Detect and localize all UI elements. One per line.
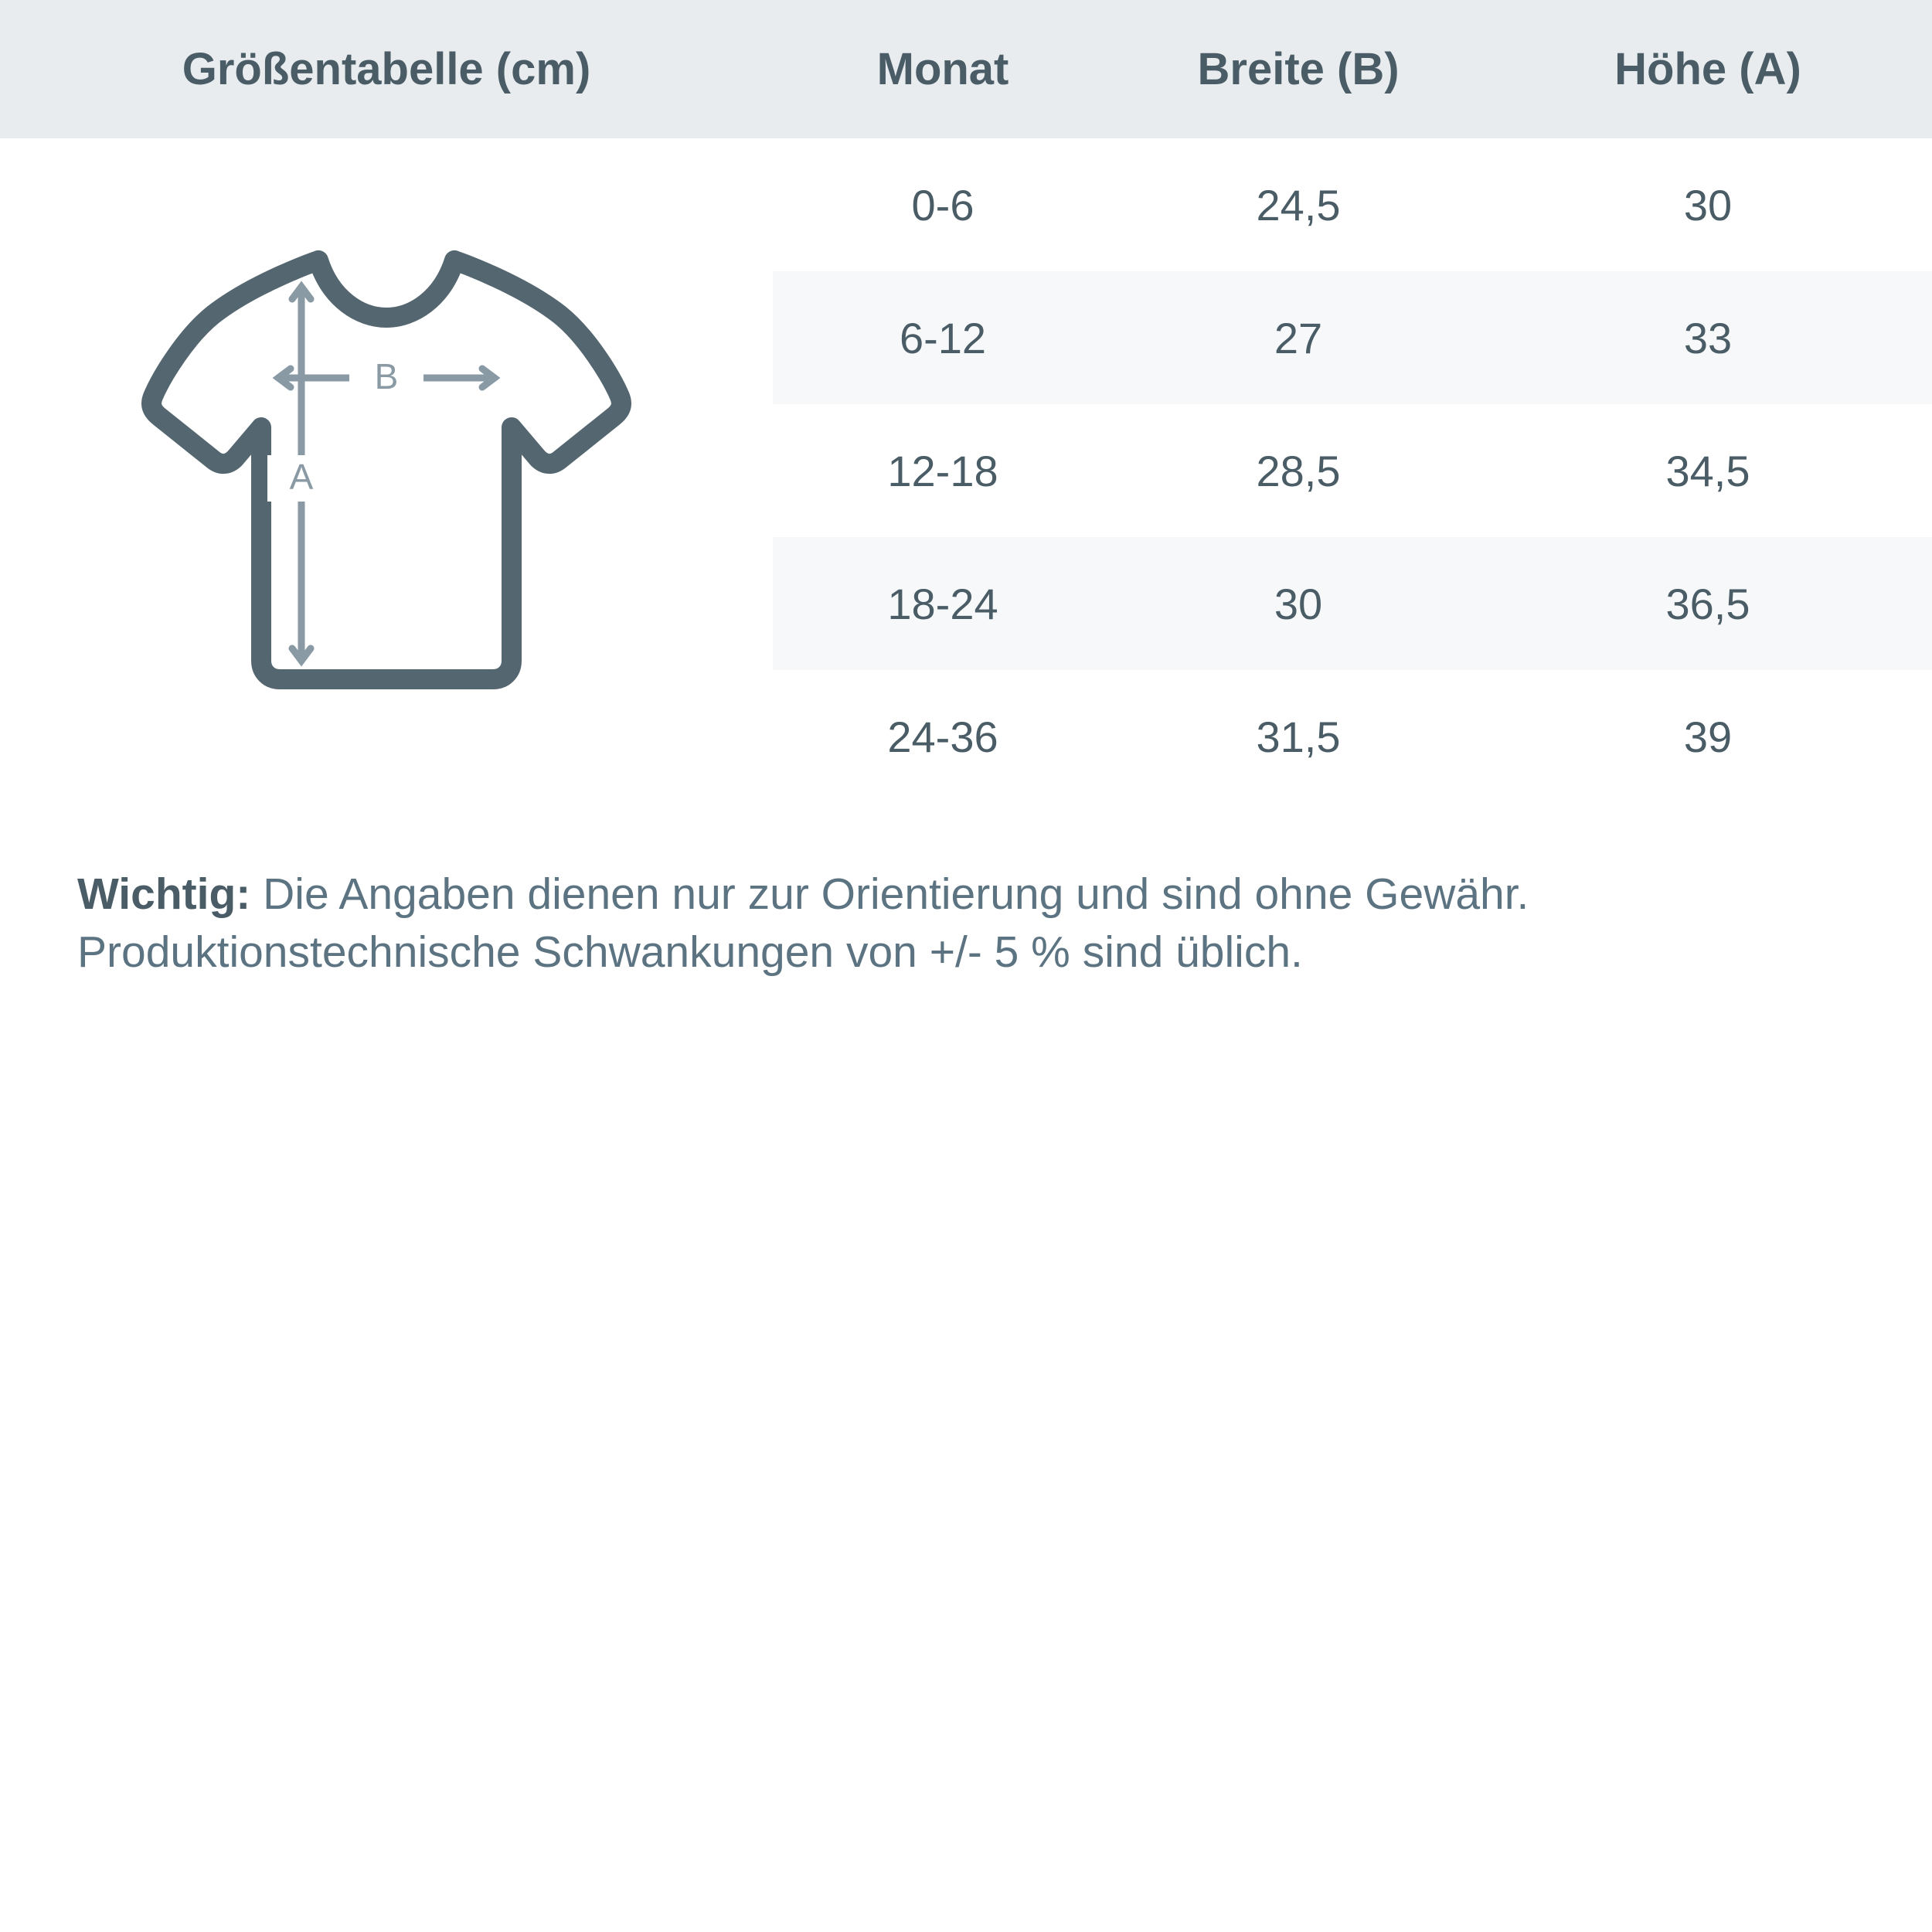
column-header-height: Höhe (A) (1614, 44, 1801, 94)
cell-month: 6-12 (899, 313, 987, 362)
table-header-row (0, 0, 1932, 138)
cell-height: 36,5 (1665, 579, 1750, 628)
tshirt-diagram (0, 231, 773, 710)
disclaimer-line2: Produktionstechnische Schwankungen von +/- 5 % sind üblich. (77, 927, 1303, 978)
cell-height: 30 (1683, 180, 1733, 230)
table-body (0, 138, 1932, 803)
cell-height: 34,5 (1665, 446, 1750, 495)
cell-month: 18-24 (887, 579, 998, 628)
table-header (0, 0, 1932, 138)
cell-width: 30 (1274, 579, 1323, 628)
width-label: B (374, 356, 399, 396)
size-chart-section (0, 0, 1932, 803)
cell-width: 24,5 (1256, 180, 1341, 230)
cell-month: 0-6 (911, 180, 975, 230)
cell-height: 33 (1683, 313, 1733, 362)
table-title: Größentabelle (cm) (182, 44, 591, 94)
column-header-width: Breite (B) (1197, 44, 1400, 94)
cell-month: 12-18 (887, 446, 998, 495)
cell-height: 39 (1683, 712, 1733, 761)
disclaimer-note (77, 866, 1870, 981)
cell-width: 27 (1274, 313, 1323, 362)
cell-month: 24-36 (887, 712, 998, 761)
cell-width: 28,5 (1256, 446, 1341, 495)
height-label: A (289, 457, 314, 497)
disclaimer-strong: Wichtig: (77, 869, 251, 919)
tshirt-icon (139, 231, 634, 710)
disclaimer-line1: Die Angaben dienen nur zur Orientierung und sind ohne Gewähr. (250, 869, 1529, 919)
tshirt-diagram-cell (0, 138, 773, 803)
column-header-month: Monat (876, 44, 1009, 94)
cell-width: 31,5 (1256, 712, 1341, 761)
table-row (0, 138, 1932, 271)
size-table (0, 0, 1932, 803)
